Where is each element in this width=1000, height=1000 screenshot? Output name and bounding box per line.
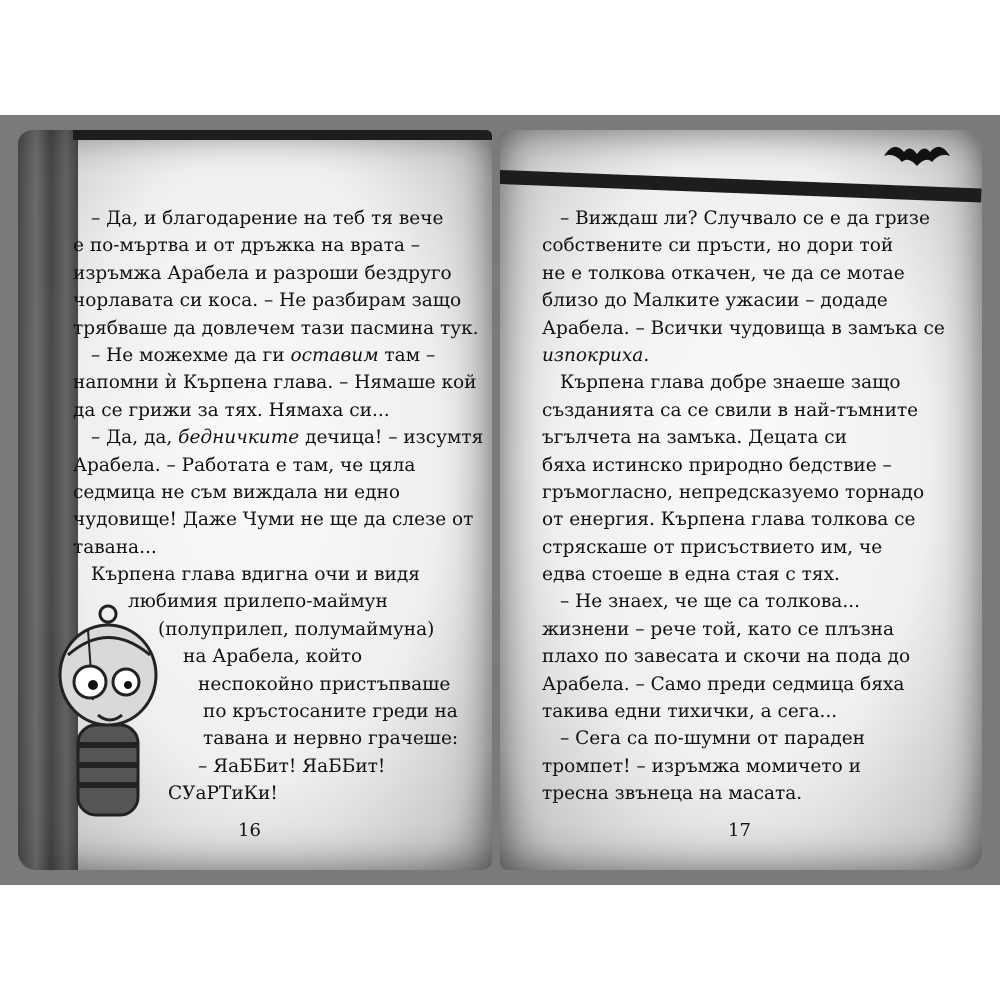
page-number-left: 16 (238, 820, 261, 841)
text-line (73, 725, 483, 752)
right-page (500, 130, 982, 870)
text-line (73, 506, 483, 533)
text-line (73, 753, 483, 780)
text-line (73, 369, 483, 396)
text-line-content: трябваше да довлечем тази пасмина тук. (73, 317, 479, 339)
text-line (542, 725, 945, 752)
text-line-content: изръмжа Арабела и разроши бездруго (73, 262, 452, 284)
text-line (542, 616, 945, 643)
text-line (542, 369, 945, 396)
text-line-content: – Да, и благодарение на теб тя вече (91, 208, 444, 229)
text-line (542, 424, 945, 451)
text-line-segment: дечица! – изсумтя (299, 427, 484, 449)
text-line (542, 534, 945, 561)
text-line (73, 671, 483, 698)
text-line (73, 452, 483, 479)
ceiling-beam (73, 130, 492, 140)
text-line-content: бяха истинско природно бедствие – (542, 454, 892, 476)
text-line (542, 753, 945, 780)
text-line-content: седмица не съм виждала ни едно (73, 481, 400, 503)
text-line (542, 287, 945, 314)
text-line-content: на Арабела, който (183, 646, 363, 668)
text-line-segment: – Не можехме да ги (91, 344, 291, 366)
text-line (542, 643, 945, 670)
text-line-content: любимия прилепо-маймун (128, 591, 388, 613)
text-line (73, 232, 483, 259)
emphasized-word: бедничките (178, 427, 300, 449)
text-line-content: от енергия. Кърпена глава толкова се (542, 509, 916, 531)
text-line-content: по кръстосаните греди на (203, 701, 458, 723)
text-line-content: тромпет! – изръмжа момичето и (542, 755, 861, 777)
text-line-content: – ЯаББит! ЯаББит! (198, 755, 386, 777)
text-line-content: гръмогласно, непредсказуемо торнадо (542, 481, 925, 503)
text-line-content: – Виждаш ли? Случвало се е да гризе (560, 208, 930, 229)
text-line (542, 561, 945, 588)
page-number-right: 17 (728, 820, 751, 841)
text-line-content: Арабела. – Всички чудовища в замъка се (542, 317, 945, 339)
text-line (73, 342, 483, 369)
text-line (542, 315, 945, 342)
text-line-content: стряскаше от присъствието им, че (542, 536, 883, 558)
text-line-content: тресна звънеца на масата. (542, 783, 803, 805)
text-line-content: Арабела. – Работата е там, че цяла (73, 454, 416, 476)
text-line-content: създанията са се свили в най-тъмните (542, 399, 919, 421)
text-line (73, 287, 483, 314)
text-line-content: (полуприлеп, полумаймуна) (158, 618, 435, 640)
text-line-content: едва стоеше в една стая с тях. (542, 564, 840, 586)
left-page-text (73, 205, 483, 808)
text-line-content: СУаРТиКи! (168, 783, 278, 805)
text-line-content: тавана и нервно грачеше: (203, 728, 459, 750)
text-line (73, 479, 483, 506)
text-line-content: Кърпена глава вдигна очи и видя (91, 564, 420, 586)
left-page (18, 130, 492, 870)
text-line (542, 205, 945, 232)
text-line-content: Арабела. – Само преди седмица бяха (542, 673, 905, 695)
text-line (73, 780, 483, 807)
text-line (542, 780, 945, 807)
text-line-content: Кърпена глава добре знаеше защо (560, 372, 901, 394)
text-line (73, 315, 483, 342)
emphasized-word: оставим (290, 344, 379, 366)
text-line-content: плахо по завесата и скочи на пода до (542, 646, 911, 668)
text-line-content: е по-мъртва и от дръжка на врата – (73, 235, 420, 257)
text-line-content: напомни ѝ Кърпена глава. – Нямаше кой (73, 372, 477, 394)
text-line (73, 260, 483, 287)
text-line-segment: – Да, да, (91, 427, 179, 449)
text-line (73, 424, 483, 451)
text-line (542, 698, 945, 725)
bat-icon (882, 136, 952, 176)
text-line (542, 588, 945, 615)
text-line-segment: . (643, 344, 650, 366)
text-line-content: такива едни тихички, а сега... (542, 701, 838, 723)
text-line (542, 452, 945, 479)
text-line-content: ъгълчета на замъка. Децата си (542, 427, 847, 449)
text-line-content: – Не знаех, че ще са толкова... (560, 591, 860, 613)
emphasized-word: изпокриха (542, 344, 644, 366)
text-line (542, 506, 945, 533)
text-line (73, 588, 483, 615)
text-line (73, 643, 483, 670)
text-line-segment: там – (378, 344, 436, 366)
text-line (542, 671, 945, 698)
text-line-content: – Сега са по-шумни от параден (560, 728, 865, 750)
text-line-content: чорлавата си коса. – Не разбирам защо (73, 290, 462, 312)
text-line (73, 534, 483, 561)
text-line (542, 397, 945, 424)
text-line-content: жизнени – рече той, като се плъзна (542, 618, 895, 640)
text-line-content: близо до Малките ужасии – додаде (542, 290, 888, 312)
text-line (542, 260, 945, 287)
text-line-content: не е толкова откачен, че да се мотае (542, 262, 905, 284)
text-line (542, 232, 945, 259)
text-line-content: неспокойно пристъпваше (198, 673, 451, 695)
text-line (73, 561, 483, 588)
text-line-content: чудовище! Даже Чуми не ще да слезе от (73, 509, 474, 531)
right-page-text (542, 205, 945, 808)
text-line-content: собствените си пръсти, но дори той (542, 235, 894, 257)
text-line (73, 698, 483, 725)
text-line (542, 342, 945, 369)
text-line (542, 479, 945, 506)
text-line-content: да се грижи за тях. Нямаха си... (73, 399, 390, 421)
text-line (73, 205, 483, 232)
text-line (73, 616, 483, 643)
text-line (73, 397, 483, 424)
text-line-content: тавана... (73, 536, 157, 558)
